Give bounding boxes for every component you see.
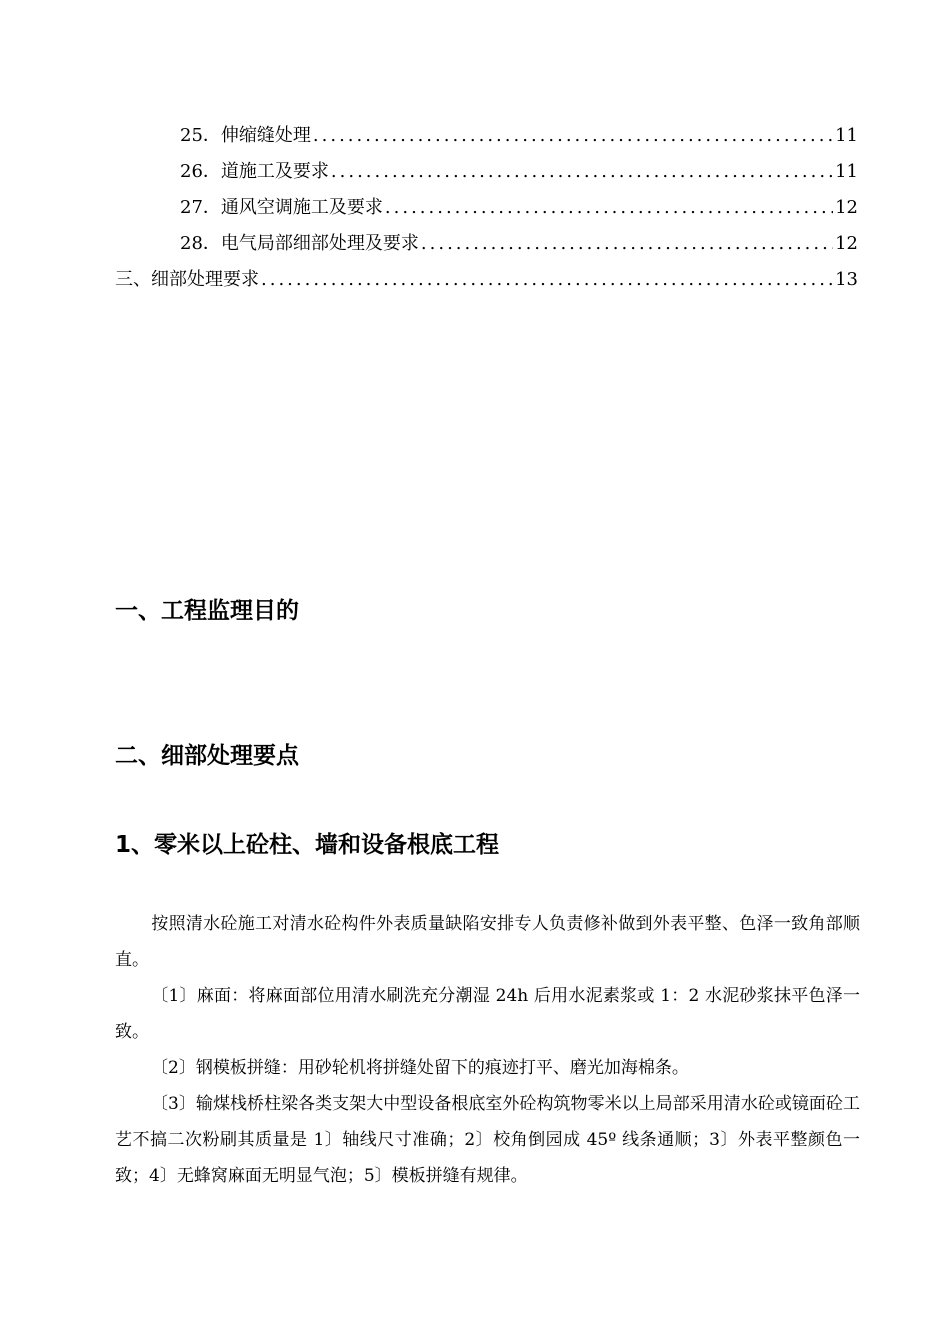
section-heading-1: 一、工程监理目的 — [115, 598, 299, 624]
body-paragraph — [115, 978, 860, 1050]
paragraph-text: 〔3〕输煤栈桥柱梁各类支架大中型设备根底室外砼构筑物零米以上局部采用清水砼或镜面砼工艺不搞二次粉刷其质量是 1〕轴线尺寸准确；2〕校角倒园成 45º 线条通顺；3〕外表平整颜色一致；4〕无蜂窝麻面无明显气泡；5〕模板拼缝有规律。 — [115, 1094, 860, 1186]
subsection-heading: 1、零米以上砼柱、墙和设备根底工程 — [115, 832, 500, 858]
toc-entry[interactable] — [180, 232, 858, 256]
toc-entry[interactable] — [115, 268, 858, 292]
toc-entry[interactable] — [180, 160, 858, 184]
body-paragraph — [115, 1086, 860, 1194]
toc-entry-page: 11 — [835, 125, 858, 146]
paragraph-text: 〔2〕钢模板拼缝：用砂轮机将拼缝处留下的痕迹打平、磨光加海棉条。 — [151, 1058, 689, 1078]
toc-entry-page: 13 — [835, 269, 858, 290]
toc-entry-page: 11 — [835, 161, 858, 182]
toc-entry-title: 25．伸缩缝处理 — [180, 125, 311, 146]
toc-leader-dots — [331, 160, 833, 184]
toc-entry-page: 12 — [835, 197, 858, 218]
toc-entry-page: 12 — [835, 233, 858, 254]
toc-leader-dots — [421, 232, 833, 256]
toc-leader-dots — [261, 268, 833, 292]
toc-entry-title: 三、细部处理要求 — [115, 269, 259, 290]
toc-entry-title: 26．道施工及要求 — [180, 161, 329, 182]
body-paragraph — [115, 1050, 860, 1086]
toc-entry[interactable] — [180, 196, 858, 220]
paragraph-text: 按照清水砼施工对清水砼构件外表质量缺陷安排专人负责修补做到外表平整、色泽一致角部顺直。 — [115, 914, 860, 970]
body-paragraph — [115, 906, 860, 978]
toc-entry-title: 28．电气局部细部处理及要求 — [180, 233, 419, 254]
section-heading-2: 二、细部处理要点 — [115, 743, 299, 769]
toc-entry-title: 27．通风空调施工及要求 — [180, 197, 383, 218]
toc-leader-dots — [385, 196, 833, 220]
paragraph-text: 〔1〕麻面：将麻面部位用清水刷洗充分潮湿 24h 后用水泥素浆或 1：2 水泥砂浆抹平色泽一致。 — [115, 986, 860, 1042]
toc-leader-dots — [313, 124, 833, 148]
toc-entry[interactable] — [180, 124, 858, 148]
